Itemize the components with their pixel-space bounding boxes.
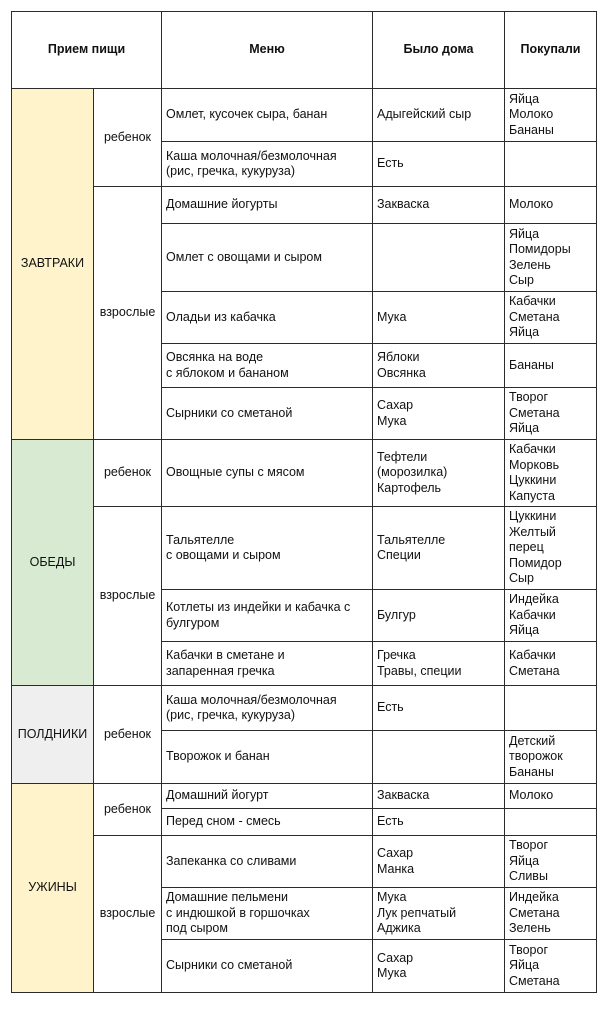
bought-cell: Индейка Сметана Зелень xyxy=(505,888,597,940)
bought-cell: Детский творожок Бананы xyxy=(505,731,597,784)
home-cell xyxy=(373,224,505,292)
home-cell: Закваска xyxy=(373,187,505,224)
home-cell: Сахар Мука xyxy=(373,388,505,440)
menu-cell: Сырники со сметаной xyxy=(162,388,373,440)
menu-cell: Сырники со сметаной xyxy=(162,940,373,993)
home-cell: Есть xyxy=(373,809,505,836)
table-row xyxy=(12,187,597,224)
bought-cell: Кабачки Сметана xyxy=(505,642,597,686)
group-snack: ПОЛДНИКИ xyxy=(12,686,94,784)
home-cell: Есть xyxy=(373,686,505,731)
bought-cell: Творог Яйца Сметана xyxy=(505,940,597,993)
table-row xyxy=(12,440,597,507)
home-cell: Адыгейский сыр xyxy=(373,89,505,142)
menu-cell: Перед сном - смесь xyxy=(162,809,373,836)
menu-cell: Домашние пельмени с индюшкой в горшочках под сыром xyxy=(162,888,373,940)
bought-cell: Молоко xyxy=(505,784,597,809)
bought-cell: Яйца Помидоры Зелень Сыр xyxy=(505,224,597,292)
menu-cell: Омлет, кусочек сыра, банан xyxy=(162,89,373,142)
home-cell: Яблоки Овсянка xyxy=(373,344,505,388)
menu-cell: Овощные супы с мясом xyxy=(162,440,373,507)
who-adults: взрослые xyxy=(94,836,162,993)
who-child: ребенок xyxy=(94,89,162,187)
who-adults: взрослые xyxy=(94,187,162,440)
header-home: Было дома xyxy=(373,12,505,89)
bought-cell xyxy=(505,142,597,187)
menu-cell: Творожок и банан xyxy=(162,731,373,784)
bought-cell: Творог Сметана Яйца xyxy=(505,388,597,440)
menu-cell: Домашний йогурт xyxy=(162,784,373,809)
home-cell: Закваска xyxy=(373,784,505,809)
meal-plan-table xyxy=(11,11,597,993)
home-cell: Сахар Манка xyxy=(373,836,505,888)
group-breakfast: ЗАВТРАКИ xyxy=(12,89,94,440)
menu-cell: Тальятелле с овощами и сыром xyxy=(162,507,373,590)
menu-cell: Каша молочная/безмолочная (рис, гречка, кукуруза) xyxy=(162,686,373,731)
who-child: ребенок xyxy=(94,784,162,836)
table-row xyxy=(12,507,597,590)
menu-cell: Запеканка со сливами xyxy=(162,836,373,888)
menu-cell: Котлеты из индейки и кабачка с булгуром xyxy=(162,590,373,642)
menu-cell: Домашние йогурты xyxy=(162,187,373,224)
who-adults: взрослые xyxy=(94,507,162,686)
header-bought: Покупали xyxy=(505,12,597,89)
bought-cell: Кабачки Сметана Яйца xyxy=(505,292,597,344)
table-row xyxy=(12,686,597,731)
table-row xyxy=(12,836,597,888)
bought-cell: Индейка Кабачки Яйца xyxy=(505,590,597,642)
home-cell: Мука Лук репчатый Аджика xyxy=(373,888,505,940)
bought-cell: Кабачки Морковь Цуккини Капуста xyxy=(505,440,597,507)
home-cell xyxy=(373,731,505,784)
bought-cell xyxy=(505,809,597,836)
who-child: ребенок xyxy=(94,440,162,507)
menu-cell: Кабачки в сметане и запаренная гречка xyxy=(162,642,373,686)
bought-cell: Яйца Молоко Бананы xyxy=(505,89,597,142)
bought-cell: Творог Яйца Сливы xyxy=(505,836,597,888)
menu-cell: Овсянка на воде с яблоком и бананом xyxy=(162,344,373,388)
header-row xyxy=(12,12,597,89)
who-child: ребенок xyxy=(94,686,162,784)
home-cell: Гречка Травы, специи xyxy=(373,642,505,686)
bought-cell: Бананы xyxy=(505,344,597,388)
header-menu: Меню xyxy=(162,12,373,89)
bought-cell: Молоко xyxy=(505,187,597,224)
header-meal: Прием пищи xyxy=(12,12,162,89)
bought-cell: Цуккини Желтый перец Помидор Сыр xyxy=(505,507,597,590)
home-cell: Тальятелле Специи xyxy=(373,507,505,590)
home-cell: Тефтели (морозилка) Картофель xyxy=(373,440,505,507)
group-dinner: УЖИНЫ xyxy=(12,784,94,993)
home-cell: Мука xyxy=(373,292,505,344)
menu-cell: Омлет с овощами и сыром xyxy=(162,224,373,292)
bought-cell xyxy=(505,686,597,731)
home-cell: Булгур xyxy=(373,590,505,642)
table-row xyxy=(12,89,597,142)
home-cell: Сахар Мука xyxy=(373,940,505,993)
menu-cell: Каша молочная/безмолочная (рис, гречка, кукуруза) xyxy=(162,142,373,187)
table-row xyxy=(12,784,597,809)
home-cell: Есть xyxy=(373,142,505,187)
menu-cell: Оладьи из кабачка xyxy=(162,292,373,344)
group-lunch: ОБЕДЫ xyxy=(12,440,94,686)
